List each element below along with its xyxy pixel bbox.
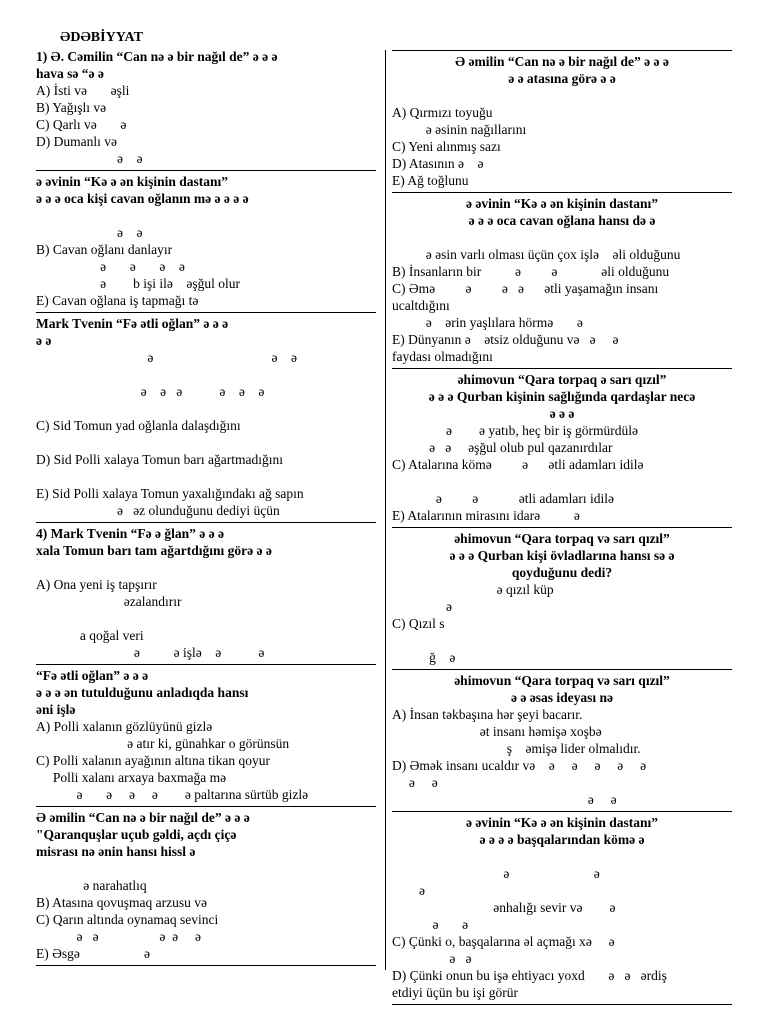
question-block [392, 812, 732, 1005]
answer-option: B) Cavan oğlanı danlayır [36, 242, 173, 257]
question-text: ə ə ə ə başqalarından kömə ə [479, 832, 645, 847]
answer-option [36, 468, 376, 485]
question-text: ə əvinin “Kə ə ən kişinin dastanı” [36, 174, 229, 189]
answer-option: C) Sid Tomun yad oğlanla dalaşdığını [36, 418, 241, 433]
answer-option: ənhalığı sevir və ə [392, 900, 616, 915]
answer-option: ə ə ə ə ə ə [36, 384, 265, 399]
answer-option [392, 632, 732, 649]
answer-option: A) Ona yeni iş tapşırır [36, 577, 157, 592]
answer-option: ə qızıl küp [392, 582, 554, 597]
answer-option: ə ə yatıb, heç bir iş görmürdülə [392, 423, 638, 438]
column-divider [385, 50, 386, 970]
answer-option: C) Polli xalanın ayağının altına tikan qoyur [36, 753, 270, 768]
question-text: ə ə ə oca cavan oğlana hansı də ə [468, 213, 656, 228]
right-question-list [392, 50, 732, 1005]
answer-option: ə əsin varlı olması üçün çox işlə əli olduğunu [392, 247, 681, 262]
answer-option: ə ə [392, 951, 472, 966]
question-block [392, 670, 732, 812]
answer-option: ə ə [36, 151, 143, 166]
answer-option: ə ə ə ə [36, 259, 185, 274]
answer-option: ə ə əşğul olub pul qazanırdılar [392, 440, 613, 455]
answer-option [36, 207, 376, 224]
answer-option [36, 366, 376, 383]
answer-option: E) Atalarının mirasını idarə ə [392, 508, 580, 523]
answer-option [36, 860, 376, 877]
answer-option: D) Atasının ə ə [392, 156, 484, 171]
answer-option: C) Yeni alınmış sazı [392, 139, 501, 154]
page-title: ƏDƏBİYYAT [60, 30, 143, 45]
answer-option: D) Çünki onun bu işə ehtiyacı yoxd ə ə ərdiş [392, 968, 667, 983]
answer-option: ə ə ə ə ə [36, 929, 201, 944]
question-text: "Qaranquşlar uçub gəldi, açdı çiçə [36, 827, 237, 842]
answer-option [392, 848, 732, 865]
answer-option: D) Əmək insanı ucaldır və ə ə ə ə ə [392, 758, 647, 773]
question-text: Ə əmilin “Can nə ə bir nağıl de” ə ə ə [36, 810, 250, 825]
answer-option: D) Sid Polli xalaya Tomun barı ağartmadığını [36, 452, 284, 467]
answer-option [392, 229, 732, 246]
answer-option: ə əz olunduğunu dediyi üçün [36, 503, 280, 518]
answer-option: B) Atasına qovuşmaq arzusu və [36, 895, 207, 910]
answer-option [36, 559, 376, 576]
answer-option: E) Ağ toğlunu [392, 173, 469, 188]
answer-option: ə ə ətli adamları idilə [392, 491, 614, 506]
question-block [36, 171, 376, 313]
answer-option: ğ ə [392, 650, 456, 665]
answer-option: C) Əmə ə ə ə ətli yaşamağın insanı [392, 281, 659, 296]
answer-option [392, 87, 732, 104]
answer-option: ə ə işlə ə ə [36, 645, 265, 660]
answer-option: C) Atalarına kömə ə ətli adamları idilə [392, 457, 644, 472]
answer-option: ə ə [392, 775, 438, 790]
question-text: ə əvinin “Kə ə ən kişinin dastanı” [465, 196, 659, 211]
answer-option: ucaltdığını [392, 298, 450, 313]
answer-option [36, 400, 376, 417]
question-text: ə ə ə oca kişi cavan oğlanın mə ə ə ə ə [36, 191, 249, 206]
question-block [392, 193, 732, 369]
question-block [36, 523, 376, 665]
question-text: əhimovun “Qara torpaq ə sarı qızıl” [457, 372, 667, 387]
answer-option: ət insanı həmişə xoşbə [392, 724, 602, 739]
answer-option: ə ə ə [36, 350, 297, 365]
answer-option: ə atır ki, günahkar o görünsün [36, 736, 290, 751]
answer-option: ə ərin yaşlılara hörmə ə [392, 315, 583, 330]
answer-option: A) İsti və əşli [36, 83, 130, 98]
answer-option: B) Yağışlı və [36, 100, 107, 115]
question-text: əhimovun “Qara torpaq və sarı qızıl” [454, 673, 670, 688]
answer-option [392, 473, 732, 490]
question-text: əni işlə [36, 702, 76, 717]
answer-option: ə ə [36, 225, 143, 240]
question-text: 4) Mark Tvenin “Fə ə ğlan” ə ə ə [36, 526, 224, 541]
answer-option: etdiyi üçün bu işi görür [392, 985, 518, 1000]
question-text: ə ə əsas ideyası nə [511, 690, 613, 705]
question-block [392, 528, 732, 670]
answer-option: Polli xalanı arxaya baxmağa mə [36, 770, 227, 785]
question-text: hava sə “ə ə [36, 66, 104, 81]
answer-option: D) Dumanlı və [36, 134, 117, 149]
answer-option: C) Qarın altında oynamaq sevinci [36, 912, 219, 927]
answer-option: ə ə [392, 866, 600, 881]
answer-option: A) Polli xalanın gözlüyünü gizlə [36, 719, 213, 734]
question-text: qoyduğunu dedi? [511, 565, 613, 580]
answer-option: E) Cavan oğlana iş tapmağı tə [36, 293, 199, 308]
question-block [392, 369, 732, 528]
question-text: ə ə ə ən tutulduğunu anladıqda hansı [36, 685, 249, 700]
answer-option: A) İnsan təkbaşına hər şeyi bacarır. [392, 707, 583, 722]
question-text: Mark Tvenin “Fə ətli oğlan” ə ə ə [36, 316, 229, 331]
question-text: ə ə ə Qurban kişinin sağlığında qardaşlar necə [428, 389, 696, 404]
answer-option: E) Əsgə ə [36, 946, 150, 961]
answer-option: B) İnsanların bir ə ə əli olduğunu [392, 264, 670, 279]
question-block [36, 46, 376, 171]
answer-option [36, 434, 376, 451]
question-block [36, 313, 376, 523]
answer-option: ə əsinin nağıllarını [392, 122, 527, 137]
question-block [36, 665, 376, 807]
question-block [36, 807, 376, 966]
answer-option: E) Dünyanın ə ətsiz olduğunu və ə ə [392, 332, 619, 347]
question-text: ə ə ə [549, 406, 575, 421]
answer-option: ə b işi ilə əşğul olur [36, 276, 240, 291]
question-text: “Fə ətli oğlan” ə ə ə [36, 668, 149, 683]
question-text: ə ə atasına görə ə ə [508, 71, 616, 86]
answer-option: ə ə [392, 917, 469, 932]
answer-option: C) Qızıl s [392, 616, 445, 631]
answer-option: C) Qarlı və ə [36, 117, 127, 132]
question-text: ə ə ə Qurban kişi övladlarına hansı sə ə [449, 548, 675, 563]
question-text: 1) Ə. Cəmilin “Can nə ə bir nağıl de” ə ə ə [36, 49, 278, 64]
answer-option: əzalandırır [36, 594, 182, 609]
answer-option: ə narahatlıq [36, 878, 147, 893]
answer-option: C) Çünki o, başqalarına əl açmağı xə ə [392, 934, 615, 949]
left-column [36, 30, 376, 966]
answer-option [36, 610, 376, 627]
answer-option: A) Qırmızı toyuğu [392, 105, 493, 120]
question-text: əhimovun “Qara torpaq və sarı qızıl” [454, 531, 670, 546]
question-block [392, 50, 732, 193]
question-text: Ə əmilin “Can nə ə bir nağıl de” ə ə ə [455, 54, 669, 69]
answer-option: E) Sid Polli xalaya Tomun yaxalığındakı ağ sapın [36, 486, 304, 501]
answer-option: ə [392, 883, 425, 898]
left-question-list [36, 46, 376, 966]
answer-option: ə ə [392, 792, 617, 807]
answer-option: ş əmişə lider olmalıdır. [392, 741, 641, 756]
answer-option: ə [392, 599, 452, 614]
question-text: ə ə [36, 333, 52, 348]
answer-option: ə ə ə ə ə paltarına sürtüb gizlə [36, 787, 309, 802]
right-column [392, 50, 732, 1005]
answer-option: faydası olmadığını [392, 349, 493, 364]
answer-option: a qoğal veri [36, 628, 144, 643]
question-text: xala Tomun barı tam ağartdığını görə ə ə [36, 543, 272, 558]
question-text: ə əvinin “Kə ə ən kişinin dastanı” [465, 815, 659, 830]
question-text: misrası nə ənin hansı hissl ə [36, 844, 196, 859]
